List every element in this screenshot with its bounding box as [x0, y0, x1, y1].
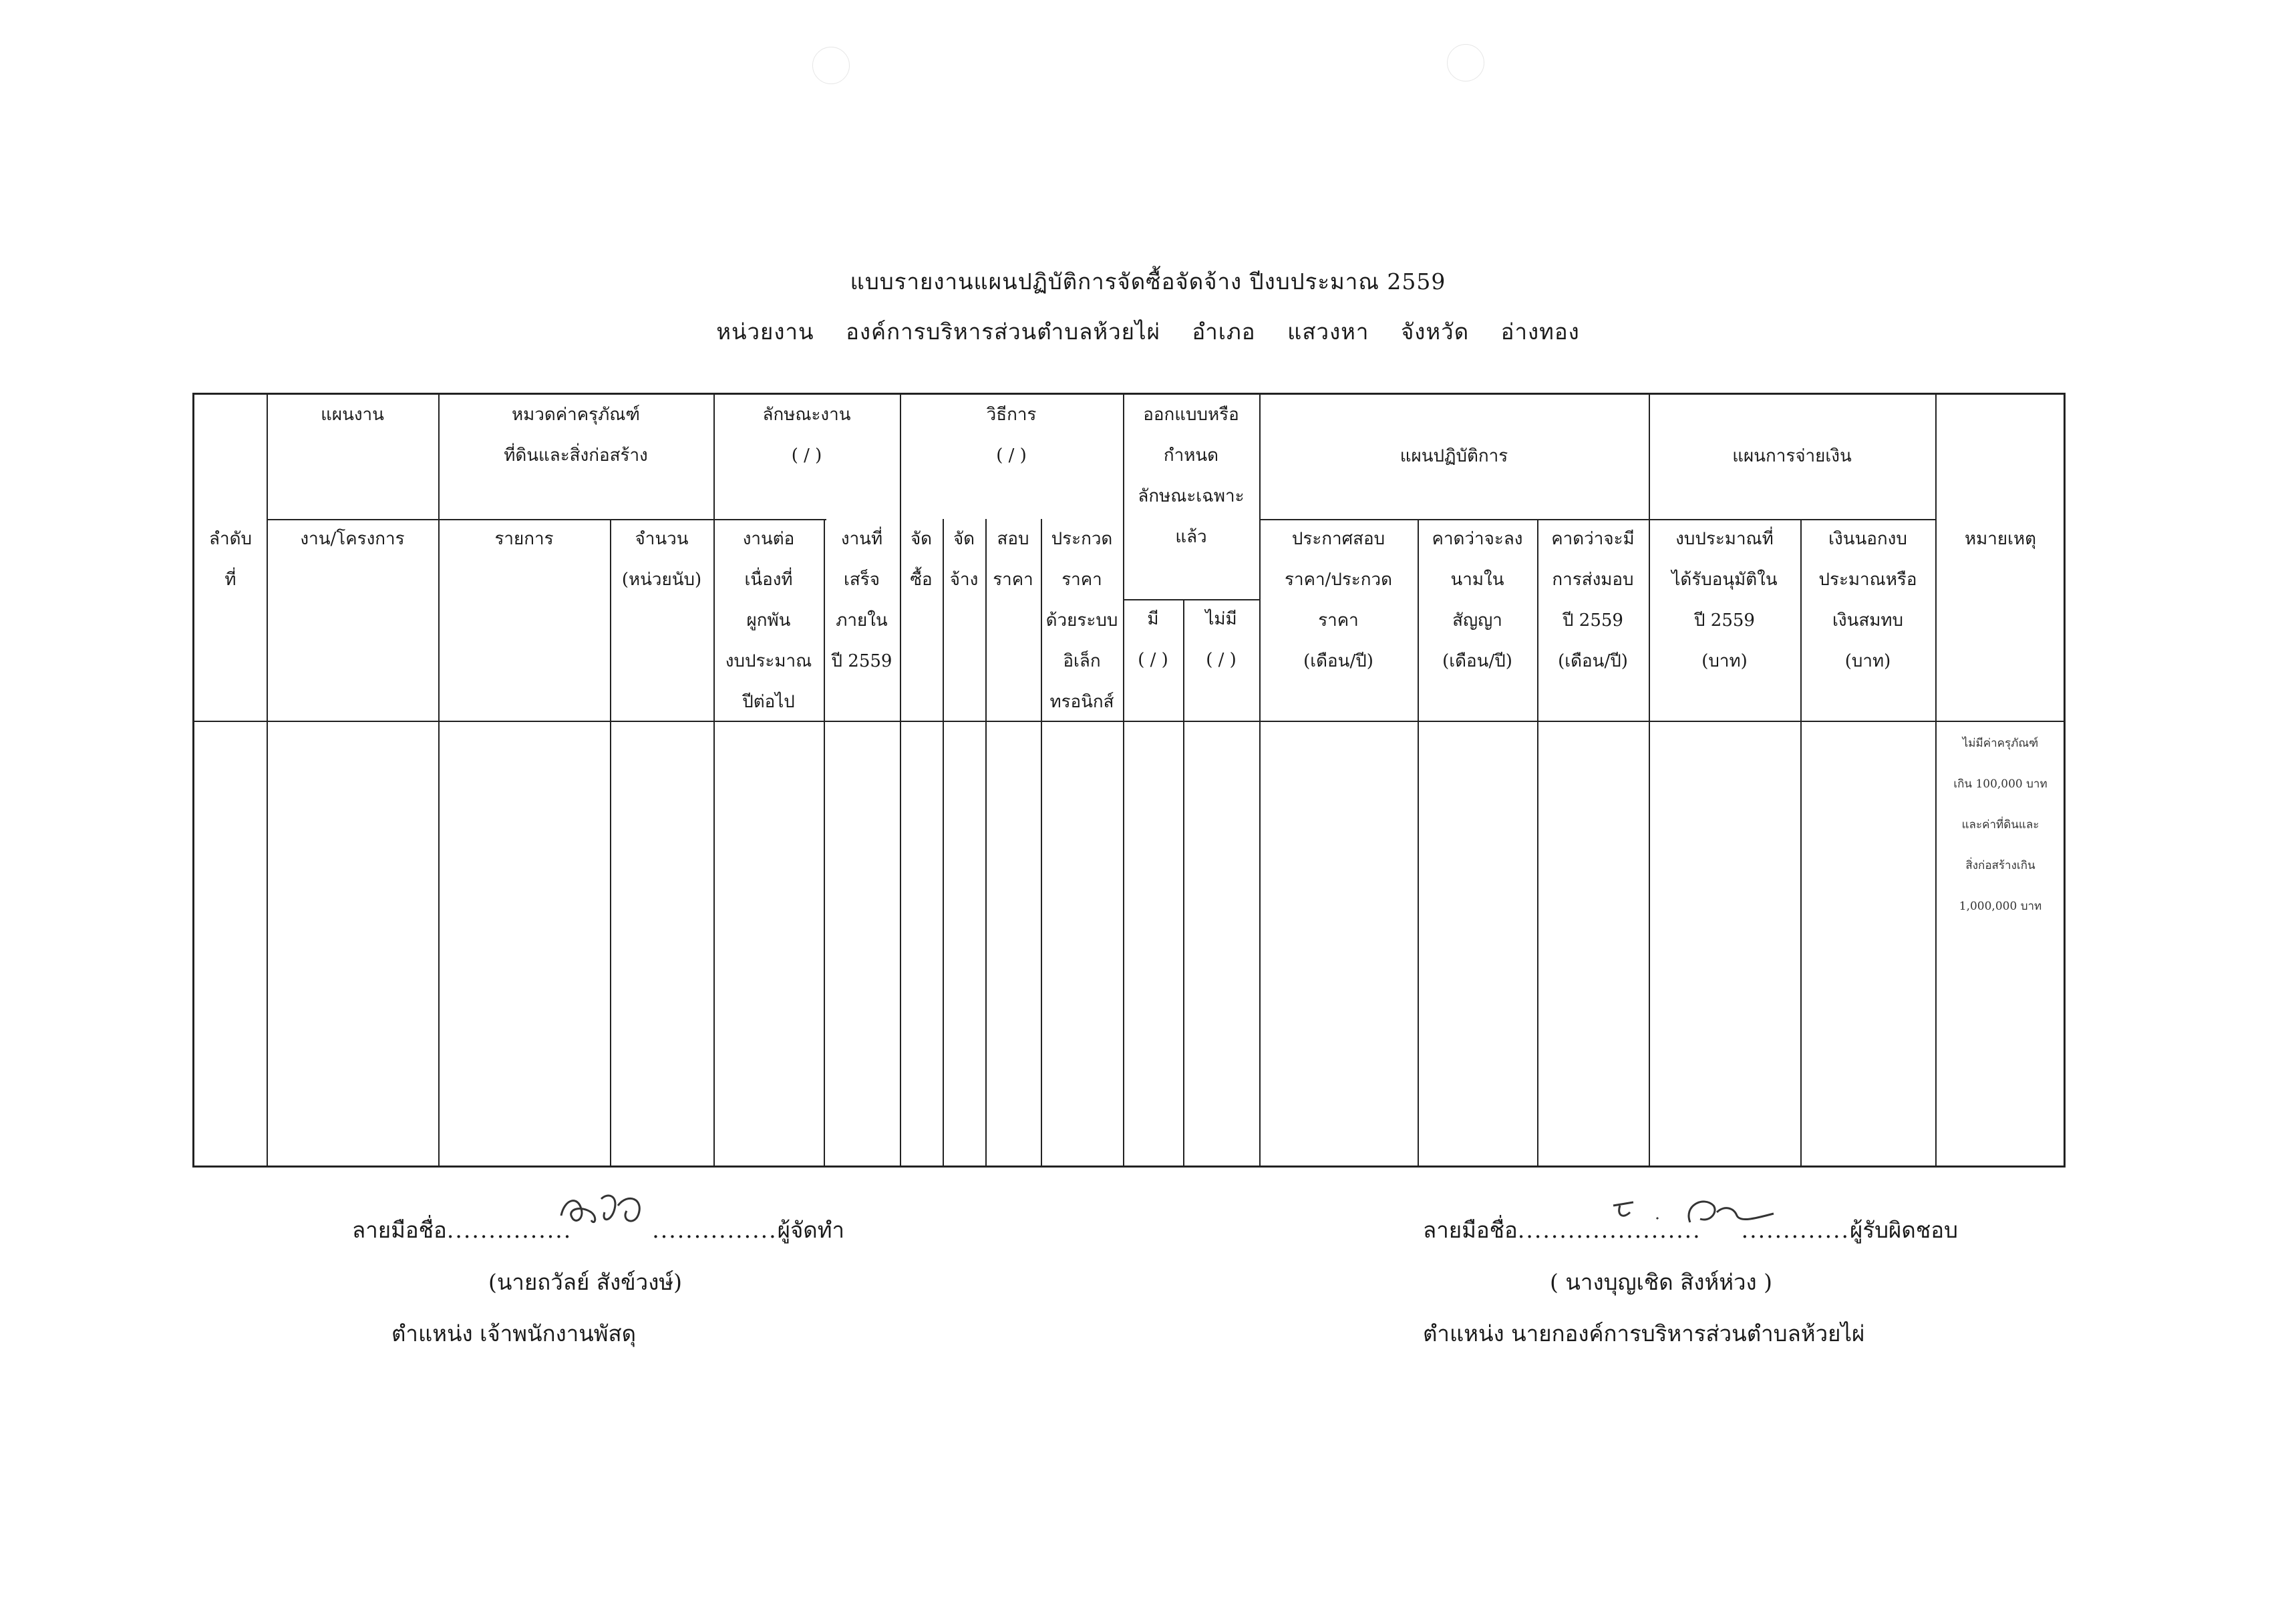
unit-value: องค์การบริหารส่วนตำบลห้วยไผ่	[846, 319, 1160, 345]
header-seq: ลำดับ ที่	[209, 529, 252, 590]
header-project: งาน/โครงการ	[300, 529, 405, 549]
header-approved-budget: งบประมาณที่ ได้รับอนุมัติใน ปี 2559 (บาท)	[1671, 529, 1778, 671]
unit-label: หน่วยงาน	[716, 319, 814, 345]
left-signature-role: ผู้จัดทำ	[777, 1217, 844, 1243]
header-offbudget: เงินนอกงบ ประมาณหรือ เงินสมทบ (บาท)	[1818, 529, 1917, 671]
remark-note: ไม่มีค่าครุภัณฑ์ เกิน 100,000 บาท และค่าที่ดินและ สิ่งก่อสร้างเกิน 1,000,000 บาท	[1953, 737, 2047, 913]
right-signature-label: ลายมือชื่อ	[1423, 1217, 1518, 1243]
header-delivery: คาดว่าจะมี การส่งมอบ ปี 2559 (เดือน/ปี)	[1551, 529, 1635, 671]
procurement-plan-table	[192, 393, 2066, 1168]
header-category: หมวดค่าครุภัณฑ์ ที่ดินและสิ่งก่อสร้าง	[504, 405, 648, 466]
header-method-hire: จัด จ้าง	[949, 529, 979, 590]
header-quantity: จำนวน (หน่วยนับ)	[621, 529, 702, 590]
header-item: รายการ	[494, 529, 554, 549]
right-signature-role: ผู้รับผิดชอบ	[1850, 1217, 1958, 1243]
district-label: อำเภอ	[1192, 319, 1256, 345]
punch-hole-right	[1447, 44, 1484, 81]
right-signature-line: ลายมือชื่อ...................... .............ผู้รับผิดชอบ	[1423, 1217, 1958, 1243]
right-handwritten-signature	[1603, 1186, 1790, 1239]
header-announce: ประกาศสอบ ราคา/ประกวด ราคา (เดือน/ปี)	[1285, 529, 1392, 671]
header-ops-plan: แผนปฏิบัติการ	[1400, 446, 1508, 466]
header-method-buy: จัด ซื้อ	[910, 529, 933, 590]
header-plan: แผนงาน	[321, 405, 384, 425]
left-signatory-name: (นายถวัลย์ สังข์วงษ์)	[488, 1269, 682, 1295]
header-method: วิธีการ ( / )	[986, 405, 1037, 466]
header-completed: งานที่ เสร็จ ภายใน ปี 2559	[831, 529, 892, 671]
right-signatory-position: ตำแหน่ง นายกองค์การบริหารส่วนตำบลห้วยไผ่	[1423, 1320, 1865, 1347]
header-pay-plan: แผนการจ่ายเงิน	[1732, 446, 1852, 466]
province-label: จังหวัด	[1400, 319, 1470, 345]
header-design-yes: มี ( / )	[1138, 609, 1168, 670]
province-value: อ่างทอง	[1500, 319, 1580, 345]
left-signature-label: ลายมือชื่อ	[352, 1217, 447, 1243]
district-value: แสวงหา	[1287, 319, 1369, 345]
left-signature-line: ลายมือชื่อ............... ...............ผู้จัดทำ	[352, 1217, 844, 1243]
header-nature: ลักษณะงาน ( / )	[762, 405, 851, 466]
document-subtitle	[0, 314, 2296, 349]
right-signatory-name: ( นางบุญเชิด สิงห์ห่วง )	[1550, 1269, 1772, 1295]
header-method-bid: ประกวด ราคา ด้วยระบบ อิเล็ก ทรอนิกส์	[1045, 529, 1118, 712]
header-continuing: งานต่อ เนื่องที่ ผูกพัน งบประมาณ ปีต่อไป	[725, 529, 812, 712]
header-method-price: สอบ ราคา	[993, 529, 1033, 590]
header-sign-contract: คาดว่าจะลง นามใน สัญญา (เดือน/ปี)	[1432, 529, 1523, 671]
left-handwritten-signature	[554, 1179, 655, 1232]
header-design: ออกแบบหรือ กำหนด ลักษณะเฉพาะ แล้ว	[1138, 405, 1245, 547]
header-design-no: ไม่มี ( / )	[1205, 609, 1237, 670]
left-signatory-position: ตำแหน่ง เจ้าพนักงานพัสดุ	[391, 1320, 637, 1347]
punch-hole-left	[812, 47, 850, 84]
header-remarks: หมายเหตุ	[1964, 529, 2037, 549]
document-title: แบบรายงานแผนปฏิบัติการจัดซื้อจัดจ้าง ปีงบประมาณ 2559	[850, 269, 1446, 295]
